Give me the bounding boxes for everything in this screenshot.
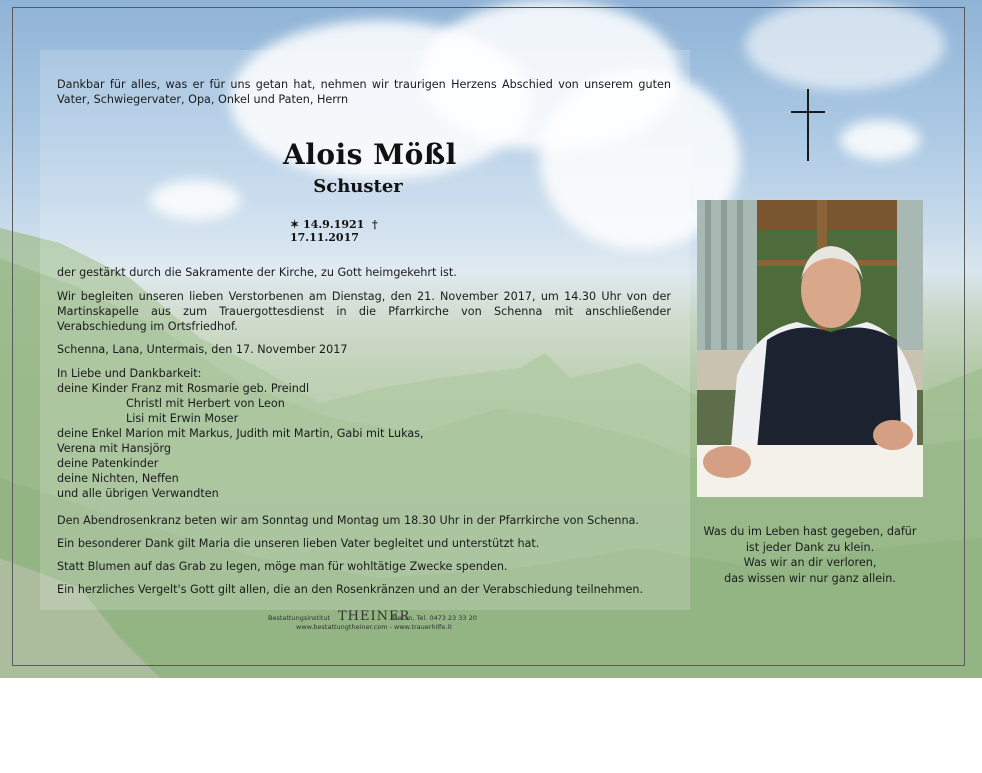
mourners-list <box>57 366 457 501</box>
latin-cross-icon <box>791 89 825 161</box>
birth-date: ✶ 14.9.1921 <box>290 218 365 231</box>
footer-label: Bestattungsinstitut <box>268 614 331 622</box>
flowers-text: Statt Blumen auf das Grab zu legen, möge man für wohltätige Zwecke spenden. <box>57 560 508 573</box>
portrait-photo <box>697 200 923 497</box>
mourner-line: deine Patenkinder <box>57 457 159 470</box>
mourner-line: Verena mit Hansjörg <box>57 442 171 455</box>
footer-contact: Meran, Tel. 0473 23 33 20 <box>392 614 477 622</box>
poem-line: Was du im Leben hast gegeben, dafür <box>703 525 917 538</box>
deceased-occupation: Schuster <box>313 176 403 197</box>
mourner-line: deine Nichten, Neffen <box>57 472 179 485</box>
mourner-line: Lisi mit Erwin Moser <box>126 412 239 425</box>
deceased-name: Alois Mößl <box>283 138 457 171</box>
mourner-line: und alle übrigen Verwandten <box>57 487 219 500</box>
mourner-line: deine Enkel Marion mit Markus, Judith mit Martin, Gabi mit Lukas, <box>57 427 424 440</box>
poem-line: ist jeder Dank zu klein. <box>745 540 875 554</box>
footer-websites: www.bestattungtheiner.com - www.trauerhilfe.it <box>296 623 452 631</box>
poem-line: Was wir an dir verloren, <box>743 556 877 569</box>
death-date: † 17.11.2017 <box>290 218 378 244</box>
memorial-poem <box>700 524 920 586</box>
mourners-heading: In Liebe und Dankbarkeit: <box>57 367 202 380</box>
portrait-illustration <box>697 200 923 497</box>
mourner-line: deine Kinder Franz mit Rosmarie geb. Preindl <box>57 382 310 395</box>
footer-brand: THEINER <box>338 609 411 624</box>
intro-text: Dankbar für alles, was er für uns getan hat, nehmen wir traurigen Herzens Abschied von unserem guten Vater, Schwiegervater, Opa, Onkel und Paten, Herrn <box>57 78 671 106</box>
life-dates <box>290 218 450 244</box>
mourner-line: Christl mit Herbert von Leon <box>126 397 285 410</box>
poem-line: das wissen wir nur ganz allein. <box>724 571 896 585</box>
thanks-maria-text: Ein besonderer Dank gilt Maria die unseren lieben Vater begleitet und unterstützt hat. <box>57 537 540 550</box>
place-date: Schenna, Lana, Untermais, den 17. November 2017 <box>57 343 348 356</box>
rosary-text: Den Abendrosenkranz beten wir am Sonntag und Montag um 18.30 Uhr in der Pfarrkirche von Schenna. <box>57 514 639 527</box>
final-thanks-text: Ein herzliches Vergelt's Gott gilt allen, die an den Rosenkränzen und an der Verabschiedung teilnehmen. <box>57 583 644 596</box>
sacrament-text: der gestärkt durch die Sakramente der Kirche, zu Gott heimgekehrt ist. <box>57 266 457 279</box>
funeral-text: Wir begleiten unseren lieben Verstorbenen am Dienstag, den 21. November 2017, um 14.30 Uhr von der Martinskapelle aus zum Trauergottesdienst in die Pfarrkirche von Schenna mit anschließender Verabschiedung im Ortsfriedhof. <box>57 290 671 333</box>
